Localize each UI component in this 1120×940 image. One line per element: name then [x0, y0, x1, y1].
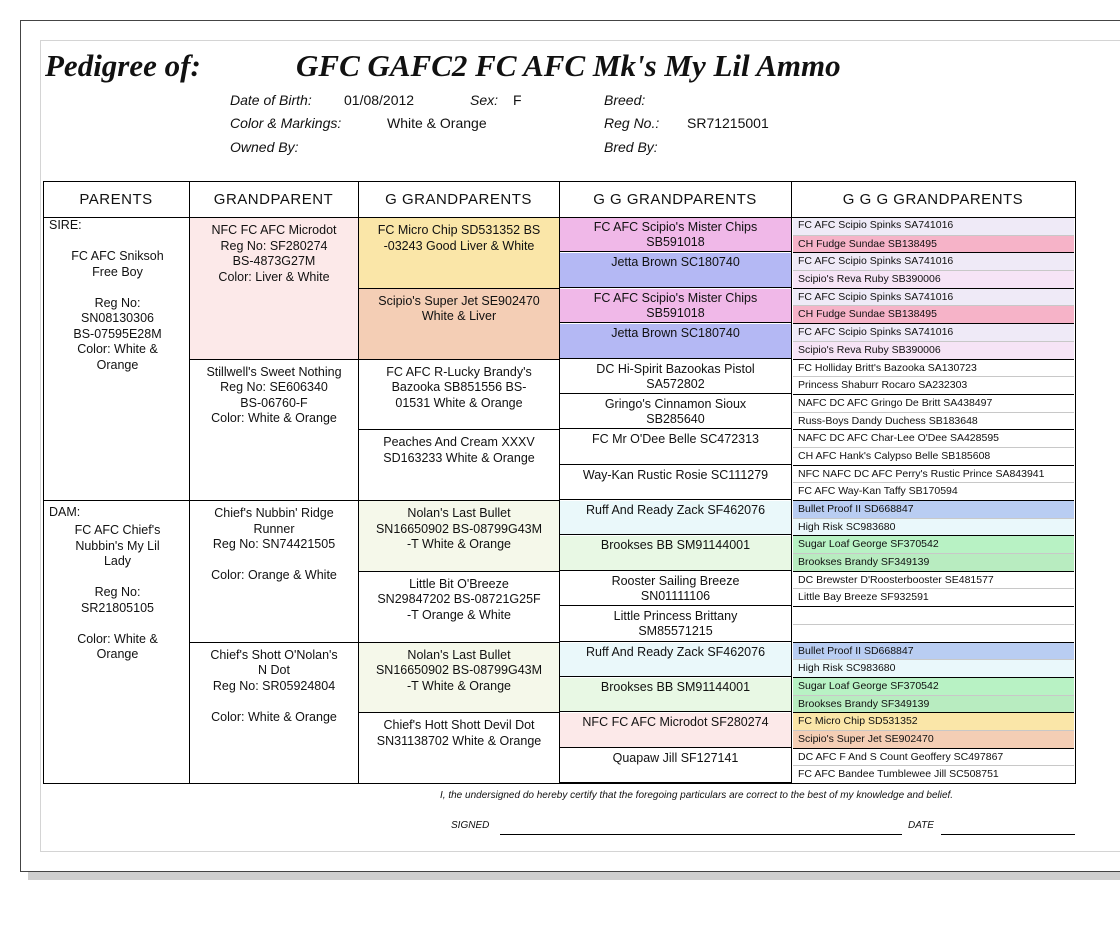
text-line: White & Liver	[421, 309, 497, 324]
grid-line	[1075, 181, 1076, 784]
grid-line	[358, 181, 359, 784]
text-line: Color: Orange & White	[211, 568, 337, 582]
text-line: Ruff And Ready Zack SF462076	[585, 503, 766, 517]
text-line: SB285640	[646, 411, 705, 426]
breeder-label: Bred By:	[604, 139, 658, 155]
great-grandparent-cell	[359, 360, 559, 430]
text-line: Little Princess Brittany	[613, 609, 738, 624]
text-line: Way-Kan Rustic Rosie SC111279	[582, 467, 769, 482]
text-line: SA572802	[646, 376, 705, 391]
text-line: 01531 White & Orange	[395, 395, 523, 410]
grid-line	[358, 359, 559, 360]
text-line: SN29847202 BS-08721G25F	[377, 592, 541, 607]
text-line: Chief's Shott O'Nolan's	[210, 647, 338, 662]
ggg-grandparent-row: Princess Shaburr Rocaro SA232303	[793, 376, 1074, 394]
gg-grandparent-cell	[560, 253, 791, 287]
ggg-grandparent-row: High Risk SC983680	[793, 518, 1074, 536]
text-line: SN01111106	[640, 588, 711, 603]
text-line: Bazooka SB851556 BS-	[391, 380, 527, 394]
ggg-grandparent-row: CH AFC Hank's Calypso Belle SB185608	[793, 447, 1074, 465]
gg-grandparent-cell	[560, 289, 791, 323]
text-line: Orange	[96, 647, 139, 661]
ggg-grandparent-row: DC Brewster D'Roosterbooster SE481577	[793, 571, 1074, 589]
gg-grandparent-cell	[560, 430, 791, 464]
reg-value: SR71215001	[687, 115, 769, 131]
text-line: Reg No: SE606340	[220, 380, 328, 394]
text-line: SN31138702 White & Orange	[376, 733, 542, 748]
owner-label: Owned By:	[230, 139, 299, 155]
grid-line	[358, 712, 559, 713]
ggg-grandparent-row: FC AFC Scipio Spinks SA741016	[793, 288, 1074, 306]
sire-details	[50, 249, 185, 373]
ggg-grandparent-row: FC AFC Scipio Spinks SA741016	[793, 323, 1074, 341]
text-line: Ruff And Ready Zack SF462076	[585, 644, 766, 659]
grid-line	[358, 642, 559, 643]
text-line: Stillwell's Sweet Nothing	[206, 364, 342, 379]
gg-grandparent-cell	[560, 678, 791, 712]
text-line: SB591018	[646, 305, 705, 320]
text-line: -T White & Orange	[407, 537, 511, 551]
text-line	[50, 616, 185, 632]
gg-grandparent-cell	[560, 466, 791, 500]
column-header-ggg-grandparents: G G G GRANDPARENTS	[842, 190, 1024, 208]
reg-label: Reg No.:	[604, 115, 660, 131]
text-line: SM85571215	[638, 624, 713, 639]
column-header-g-grandparents: G GRANDPARENTS	[385, 190, 532, 208]
date-line[interactable]	[941, 834, 1075, 835]
ggg-grandparent-row: DC AFC F And S Count Geoffery SC497867	[793, 748, 1074, 766]
text-line	[196, 694, 352, 710]
grid-line	[358, 288, 559, 289]
text-line: FC Micro Chip SD531352 BS	[377, 223, 541, 237]
great-grandparent-cell	[359, 289, 559, 359]
ggg-grandparent-row: NFC NAFC DC AFC Perry's Rustic Prince SA843941	[793, 465, 1074, 483]
ggg-grandparent-row: FC Micro Chip SD531352	[793, 712, 1074, 730]
ggg-grandparent-row: Sugar Loaf George SF370542	[793, 677, 1074, 695]
column-header-grandparent: GRANDPARENT	[213, 190, 334, 208]
ggg-grandparent-row: High Risk SC983680	[793, 659, 1074, 677]
grid-line	[358, 429, 559, 430]
text-line: Rooster Sailing Breeze	[611, 573, 740, 588]
dob-value: 01/08/2012	[344, 92, 415, 108]
text-line: Nolan's Last Bullet	[407, 506, 511, 520]
grid-line	[358, 500, 559, 501]
grid-line	[189, 181, 190, 784]
ggg-grandparent-row: FC AFC Scipio Spinks SA741016	[793, 217, 1074, 235]
certification-text: I, the undersigned do hereby certify that the foregoing particulars are correct to the best of my knowledge and belief.	[440, 790, 954, 801]
text-line: FC AFC Scipio's Mister Chips	[593, 220, 758, 234]
dam-label: DAM:	[49, 505, 81, 519]
text-line: NFC FC AFC Microdot	[211, 223, 337, 237]
dog-name: GFC GAFC2 FC AFC Mk's My Lil Ammo	[296, 48, 841, 83]
ggg-grandparent-row: NAFC DC AFC Char-Lee O'Dee SA428595	[793, 429, 1074, 447]
ggg-grandparent-row: NAFC DC AFC Gringo De Britt SA438497	[793, 394, 1074, 412]
ggg-grandparent-row: FC Holliday Britt's Bazooka SA130723	[793, 359, 1074, 377]
great-grandparent-cell	[359, 572, 559, 642]
ggg-grandparent-row: FC AFC Bandee Tumblewee Jill SC508751	[793, 765, 1074, 783]
color-value: White & Orange	[387, 115, 487, 131]
ggg-grandparent-row: Scipio's Reva Ruby SB390006	[793, 341, 1074, 359]
dam-details	[50, 523, 185, 663]
gg-grandparent-cell	[560, 218, 791, 252]
ggg-grandparent-row	[793, 624, 1074, 642]
ggg-grandparent-row: Sugar Loaf George SF370542	[793, 535, 1074, 553]
text-line: BS-06760-F	[240, 395, 308, 410]
text-line: Quapaw Jill SF127141	[612, 750, 739, 765]
gg-grandparent-cell	[560, 501, 791, 535]
text-line: Jetta Brown SC180740	[611, 255, 740, 270]
sex-label: Sex:	[470, 92, 499, 108]
grandparent-cell	[190, 501, 358, 642]
text-line: Scipio's Super Jet SE902470	[378, 293, 540, 308]
text-line: Reg No: SR05924804	[212, 678, 336, 693]
dob-label: Date of Birth:	[230, 92, 312, 108]
text-line: Little Bit O'Breeze	[409, 576, 509, 591]
text-line: SR21805105	[81, 600, 154, 615]
color-label: Color & Markings:	[230, 115, 342, 131]
text-line: BS-07595E28M	[73, 326, 162, 341]
text-line: Reg No:	[94, 295, 141, 310]
text-line: FC AFC Chief's	[74, 523, 161, 537]
text-line: Reg No: SN74421505	[212, 537, 336, 551]
gg-grandparent-cell	[560, 536, 791, 570]
grid-line	[189, 642, 358, 643]
grid-line	[43, 500, 189, 501]
text-line: DC Hi-Spirit Bazookas Pistol	[596, 361, 755, 376]
great-grandparent-cell	[359, 643, 559, 713]
gg-grandparent-cell	[560, 713, 791, 747]
text-line: Lady	[103, 554, 132, 568]
text-line: Chief's Nubbin' Ridge	[214, 506, 334, 520]
ggg-grandparent-row: Bullet Proof II SD668847	[793, 500, 1074, 518]
text-line: Peaches And Cream XXXV	[383, 435, 535, 450]
ggg-grandparent-row: Russ-Boys Dandy Duchess SB183648	[793, 412, 1074, 430]
ggg-grandparent-row: Brookses Brandy SF349139	[793, 553, 1074, 571]
ggg-grandparent-row: Scipio's Reva Ruby SB390006	[793, 270, 1074, 288]
ggg-grandparent-row: FC AFC Way-Kan Taffy SB170594	[793, 482, 1074, 500]
text-line: BS-4873G27M	[232, 254, 316, 268]
text-line: Chief's Hott Shott Devil Dot	[383, 718, 535, 733]
gg-grandparent-cell	[560, 324, 791, 358]
ggg-grandparent-row: CH Fudge Sundae SB138495	[793, 235, 1074, 253]
text-line: Color: Liver & White	[218, 269, 330, 284]
text-line: Nolan's Last Bullet	[407, 647, 511, 662]
great-grandparent-cell	[359, 501, 559, 571]
text-line: Color: White &	[77, 342, 158, 356]
great-grandparent-cell	[359, 430, 559, 500]
grid-line	[189, 500, 358, 501]
text-line: FC AFC Sniksoh	[71, 249, 164, 263]
text-line: Gringo's Cinnamon Sioux	[604, 396, 747, 411]
text-line: NFC FC AFC Microdot SF280274	[582, 715, 769, 730]
text-line: Orange	[96, 357, 139, 372]
gg-grandparent-cell	[560, 572, 791, 606]
text-line: SN16650902 BS-08799G43M	[375, 663, 543, 677]
text-line	[50, 280, 185, 296]
grid-line	[189, 359, 358, 360]
text-line	[196, 553, 352, 569]
great-grandparent-cell	[359, 218, 559, 288]
ggg-grandparent-row: FC AFC Scipio Spinks SA741016	[793, 252, 1074, 270]
grid-line	[559, 181, 560, 784]
grandparent-cell	[190, 360, 358, 501]
signature-line[interactable]	[500, 834, 902, 835]
pedigree-title-label: Pedigree of:	[45, 48, 201, 83]
gg-grandparent-cell	[560, 607, 791, 641]
text-line: -T Orange & White	[407, 607, 511, 622]
text-line: Nubbin's My Lil	[75, 538, 160, 553]
text-line: FC Mr O'Dee Belle SC472313	[591, 432, 760, 447]
text-line: Free Boy	[92, 264, 143, 279]
signed-label: SIGNED	[451, 820, 490, 831]
ggg-grandparent-row: Bullet Proof II SD668847	[793, 642, 1074, 660]
date-label: DATE	[908, 820, 934, 831]
text-line: Brookses BB SM91144001	[600, 538, 751, 553]
text-line: Color: White & Orange	[211, 709, 337, 724]
text-line: FC AFC Scipio's Mister Chips	[593, 290, 758, 305]
column-header-parents: PARENTS	[79, 190, 153, 208]
great-grandparent-cell	[359, 713, 559, 783]
text-line: SN08130306	[81, 311, 154, 325]
text-line: Reg No:	[94, 585, 141, 599]
text-line: SB591018	[646, 235, 705, 249]
grandparent-cell	[190, 643, 358, 784]
gg-grandparent-cell	[560, 749, 791, 783]
ggg-grandparent-row: CH Fudge Sundae SB138495	[793, 305, 1074, 323]
text-line: -03243 Good Liver & White	[383, 238, 535, 253]
text-line: Jetta Brown SC180740	[611, 326, 740, 341]
column-header-gg-grandparents: G G GRANDPARENTS	[593, 190, 757, 208]
text-line: Brookses BB SM91144001	[600, 679, 751, 694]
text-line: -T White & Orange	[407, 678, 511, 693]
sex-value: F	[513, 92, 522, 108]
breed-label: Breed:	[604, 92, 646, 108]
text-line: Color: White &	[77, 631, 158, 646]
grid-line	[358, 571, 559, 572]
ggg-grandparent-row: Little Bay Breeze SF932591	[793, 588, 1074, 606]
text-line: Runner	[253, 521, 295, 536]
text-line: N Dot	[258, 663, 290, 677]
sire-label: SIRE:	[49, 218, 82, 232]
text-line: SD163233 White & Orange	[383, 450, 535, 465]
text-line: FC AFC R-Lucky Brandy's	[386, 364, 532, 379]
ggg-grandparent-row: Scipio's Super Jet SE902470	[793, 730, 1074, 748]
grandparent-cell	[190, 218, 358, 359]
grid-line	[43, 181, 44, 784]
text-line	[50, 570, 185, 586]
text-line: Color: White & Orange	[211, 411, 337, 425]
ggg-grandparent-row	[793, 606, 1074, 624]
ggg-grandparent-row: Brookses Brandy SF349139	[793, 695, 1074, 713]
text-line: SN16650902 BS-08799G43M	[375, 521, 543, 536]
gg-grandparent-cell	[560, 360, 791, 394]
gg-grandparent-cell	[560, 643, 791, 677]
gg-grandparent-cell	[560, 395, 791, 429]
grid-line	[791, 181, 792, 784]
text-line: Reg No: SF280274	[220, 238, 328, 253]
